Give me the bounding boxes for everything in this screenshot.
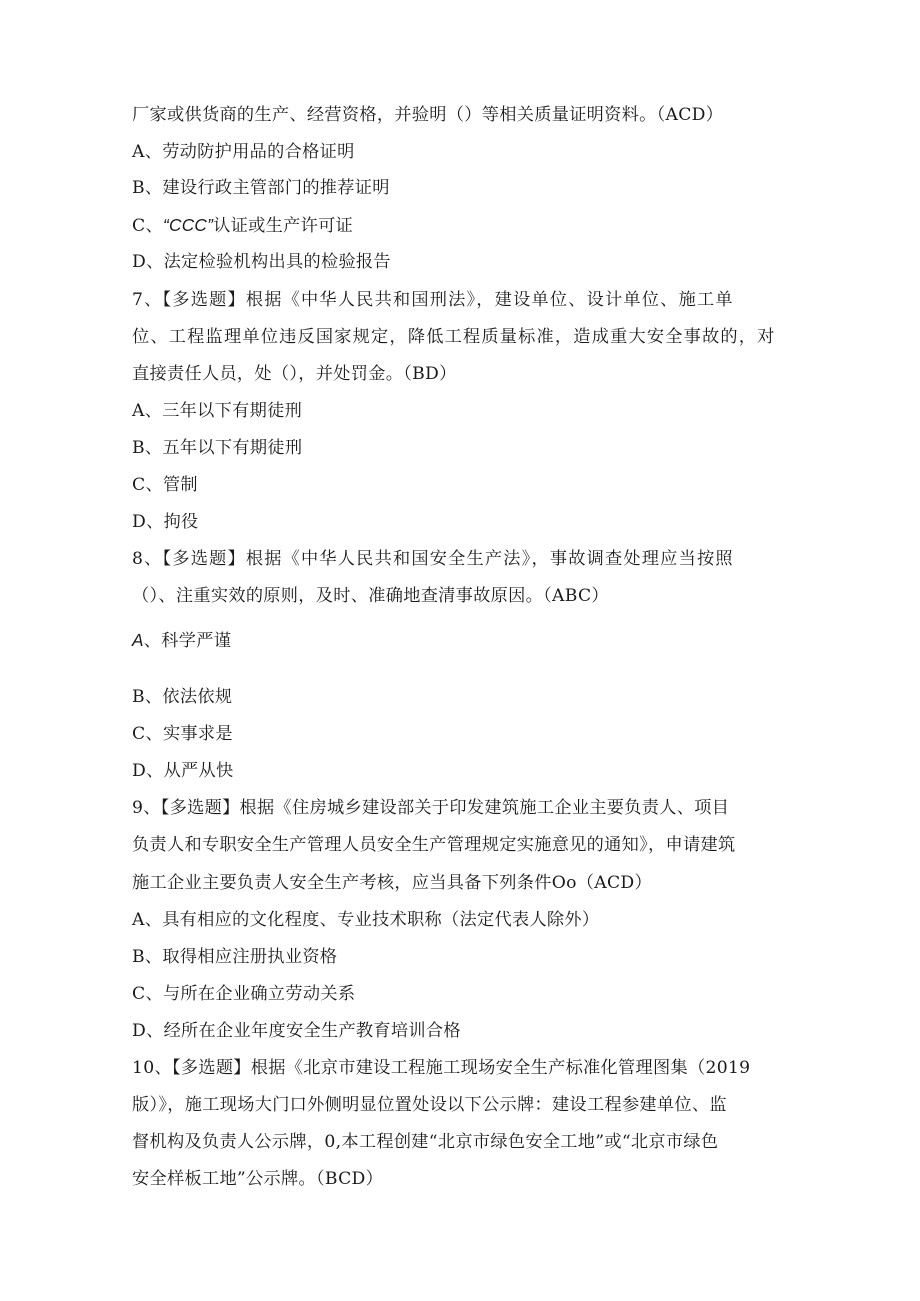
q7-option-a: A、三年以下有期徒刑	[132, 401, 303, 421]
q8-option-a	[132, 629, 792, 652]
question-7-stem: 7、【多选题】根据《中华人民共和国刑法》，建设单位、设计单位、施工单	[132, 290, 734, 310]
question-8-stem: 8、【多选题】根据《中华人民共和国安全生产法》，事故调查处理应当按照	[132, 549, 734, 569]
q6-option-c	[132, 214, 792, 237]
q9-option-c: C、与所在企业确立劳动关系	[132, 984, 356, 1004]
question-7-stem-line2: 位、工程监理单位违反国家规定，降低工程质量标准，造成重大安全事故的，对	[132, 327, 776, 347]
q7-option-d: D、拘役	[132, 512, 199, 532]
q9-option-d: D、经所在企业年度安全生产教育培训合格	[132, 1021, 461, 1041]
q6-option-b: B、建设行政主管部门的推荐证明	[132, 178, 390, 198]
q6-option-c-text: 认证或生产许可证	[213, 216, 354, 236]
question-10-stem-line3: 督机构及负责人公示牌，0,本工程创建“北京市绿色安全工地”或“北京市绿色	[132, 1132, 719, 1152]
q8-option-d: D、从严从快	[132, 761, 234, 781]
q9-option-b: B、取得相应注册执业资格	[132, 947, 338, 967]
q8-option-a-text: 、科学严谨	[143, 631, 232, 651]
question-9-stem-line3: 施工企业主要负责人安全生产考核，应当具备下列条件Oo（ACD）	[132, 873, 652, 893]
question-10-stem-line2: 版）》，施工现场大门口外侧明显位置处设以下公示牌：建设工程参建单位、监	[132, 1095, 727, 1115]
q7-option-b: B、五年以下有期徒刑	[132, 438, 303, 458]
q6-option-c-ccc: “CCC”	[162, 215, 214, 235]
question-6-stem-tail: 厂家或供货商的生产、经营资格，并验明（）等相关质量证明资料。（ACD）	[132, 105, 724, 125]
q6-option-a: A、劳动防护用品的合格证明	[132, 142, 355, 162]
q8-option-c: C、实事求是	[132, 724, 233, 744]
q9-option-a: A、具有相应的文化程度、专业技术职称（法定代表人除外）	[132, 910, 600, 930]
question-8-stem-line2: （）、注重实效的原则，及时、准确地查清事故原因。（ABC）	[132, 586, 609, 606]
q6-option-c-prefix: C、	[132, 216, 163, 236]
question-7-stem-line3: 直接责任人员，处（），并处罚金。（BD）	[132, 364, 457, 384]
q6-option-d: D、法定检验机构出具的检验报告	[132, 252, 391, 272]
question-10-stem-line4: 安全样板工地”公示牌。（BCD）	[132, 1169, 384, 1189]
question-9-stem: 9、【多选题】根据《住房城乡建设部关于印发建筑施工企业主要负责人、项目	[132, 798, 730, 818]
q8-option-b: B、依法依规	[132, 687, 233, 707]
q7-option-c: C、管制	[132, 475, 198, 495]
question-10-stem: 10、【多选题】根据《北京市建设工程施工现场安全生产标准化管理图集（2019	[132, 1058, 751, 1078]
q8-option-a-prefix: A	[132, 630, 144, 650]
question-9-stem-line2: 负责人和专职安全生产管理人员安全生产管理规定实施意见的通知》，申请建筑	[132, 835, 736, 855]
